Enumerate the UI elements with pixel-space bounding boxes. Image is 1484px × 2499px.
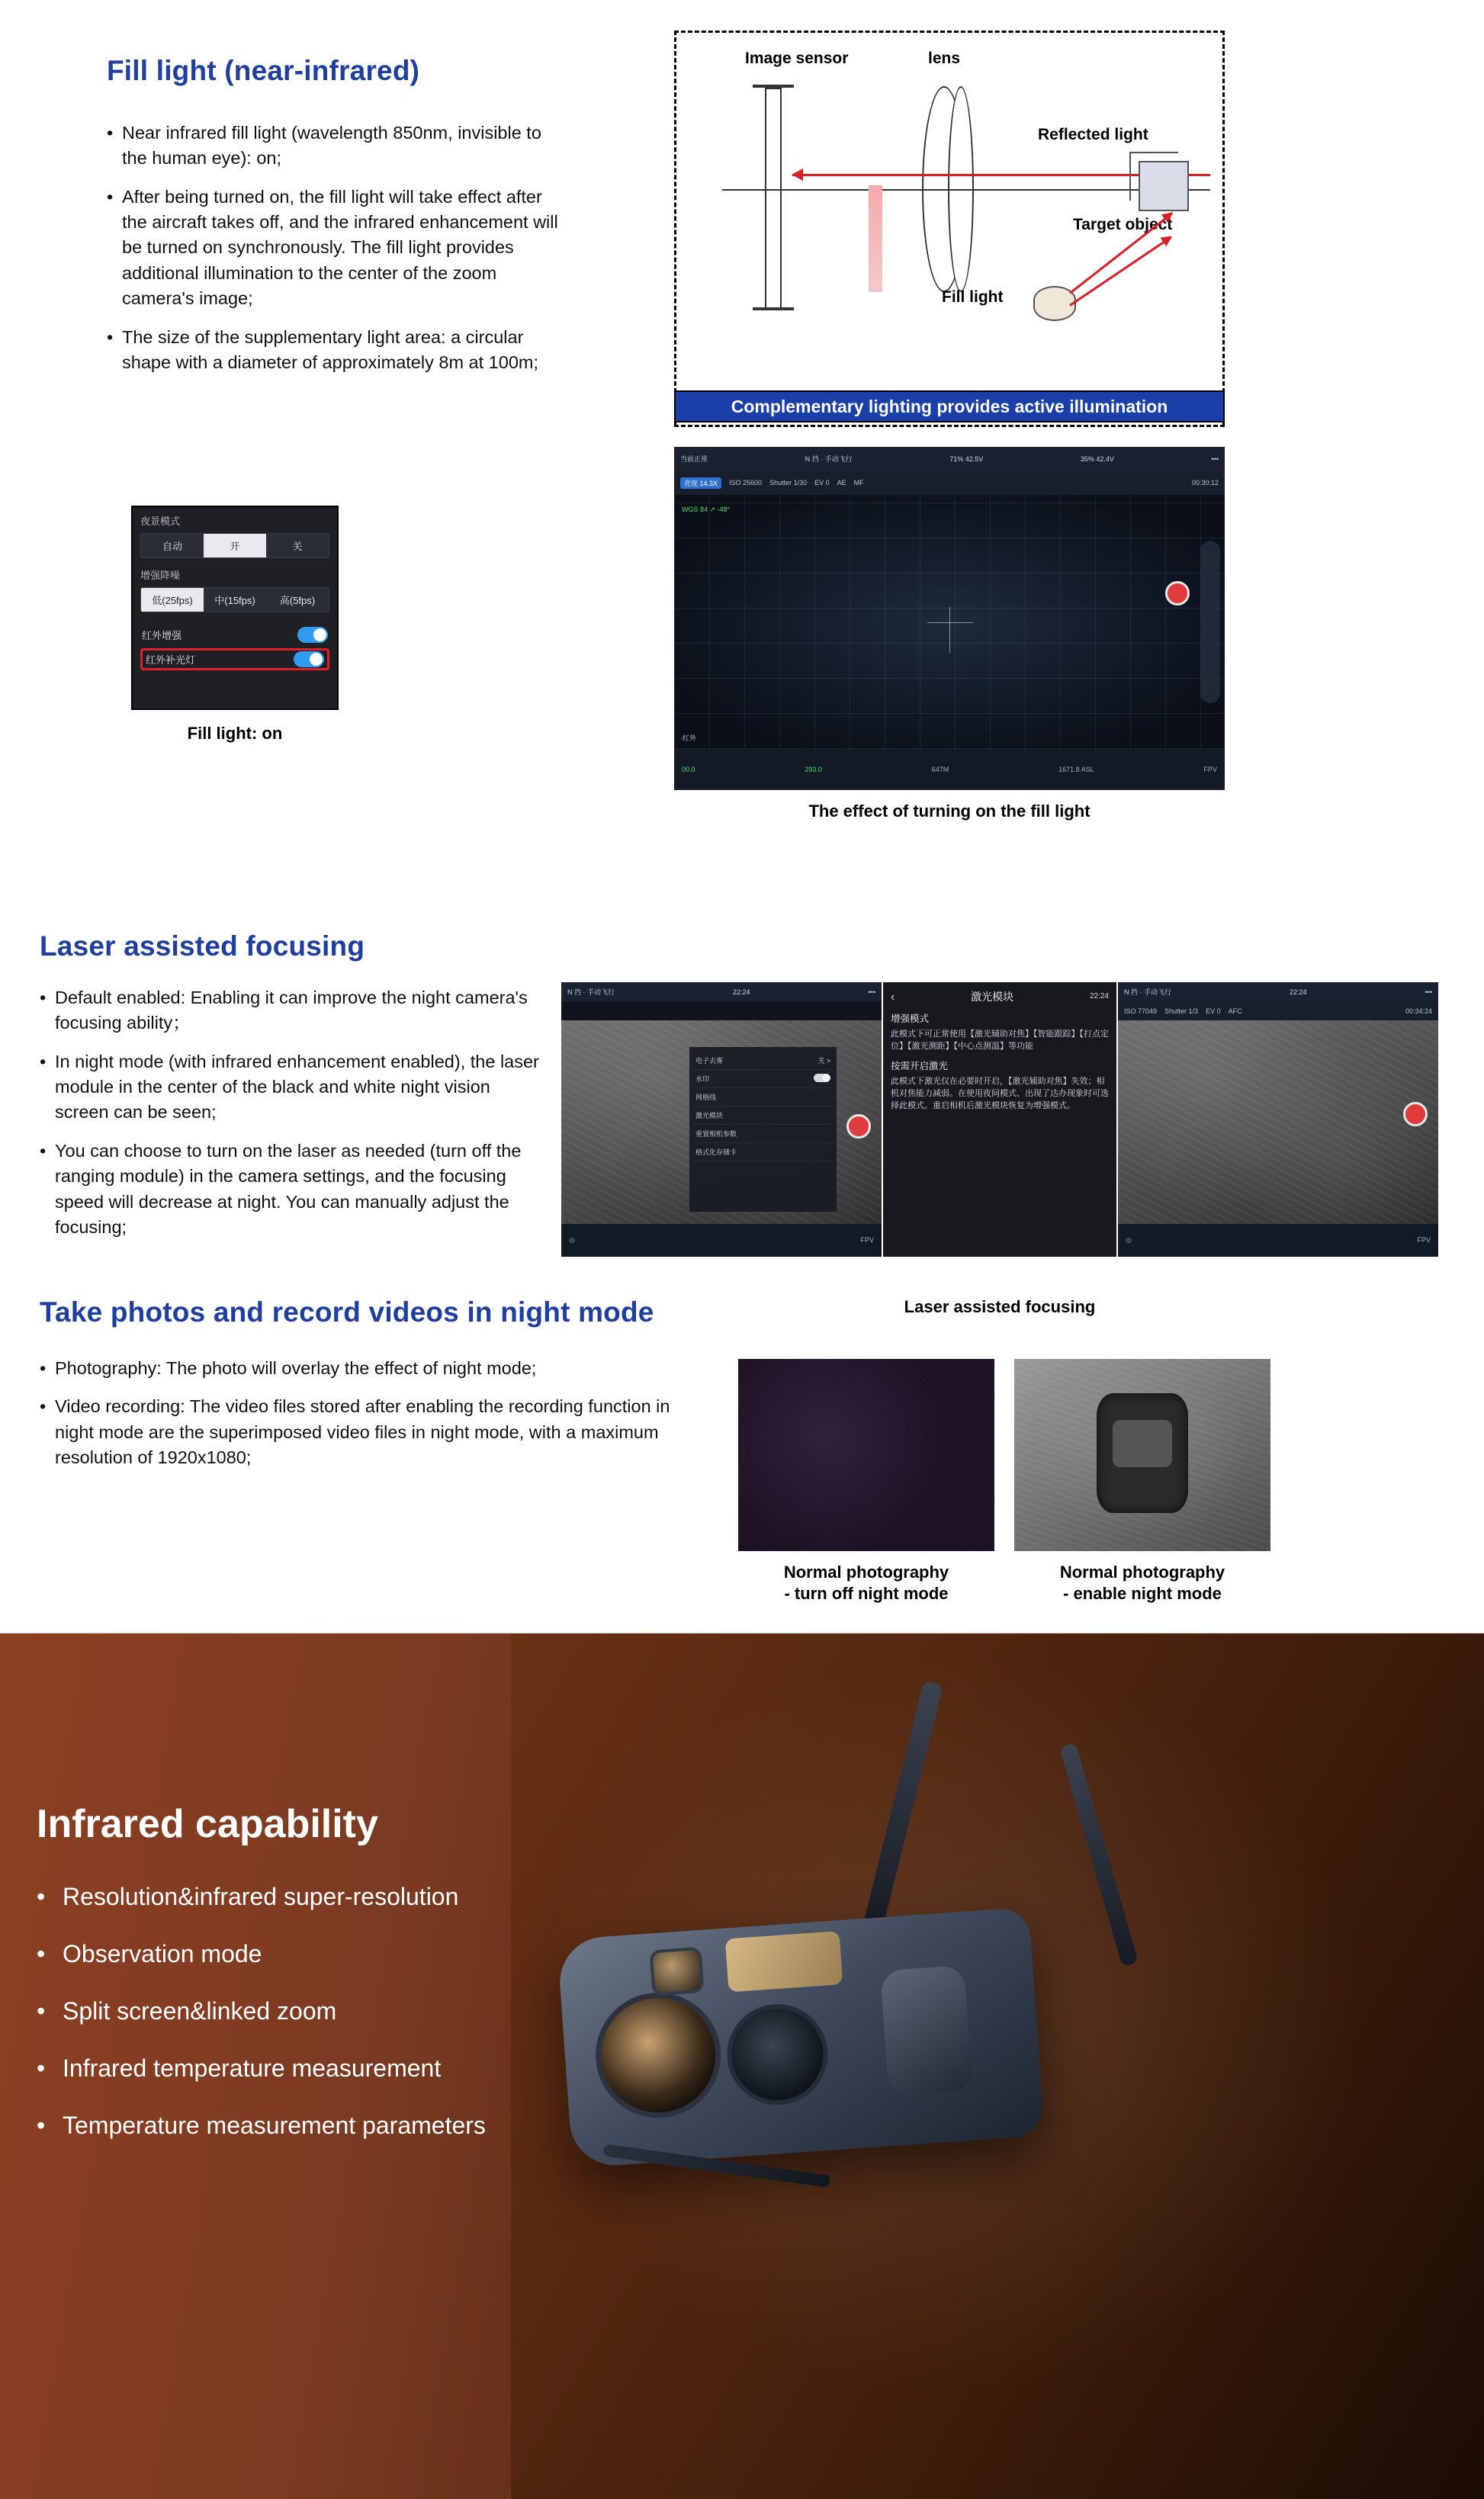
ir-fill-light-row[interactable] (140, 648, 329, 670)
hero-item-label: Observation mode (63, 1940, 262, 1968)
dialog-title: 激光模块 (971, 991, 1014, 1004)
shot-topbar-battery: 71% 42.5V (949, 455, 984, 463)
shot-topbar-menu-icon[interactable]: ••• (1425, 988, 1432, 996)
bullet-icon: • (40, 1396, 47, 1417)
hero-feature-list (37, 1882, 540, 2168)
bullet-icon: • (40, 1051, 47, 1071)
list-item: • The size of the supplementary light area: a circular shape with a diameter of approximately 8m at 100m; (107, 325, 564, 376)
dialog-text-ondemand: 此模式下激光仅在必要时开启，【激光辅助对焦】失效；相机对焦能力减弱。在使用夜间模式、出现了达办现象时可选择此模式。重启相机后激光模块恢复为增强模式。 (891, 1077, 1109, 1111)
menu-item-format-card[interactable]: 格式化存储卡 (694, 1143, 832, 1161)
mode-option-off[interactable]: 关 (266, 534, 329, 557)
flight-time: 00:34:24 (1405, 1007, 1432, 1015)
shot-topbar-menu-icon[interactable]: ••• (1211, 455, 1219, 463)
caption-line-2: - turn off night mode (784, 1583, 949, 1603)
crosshair-horizontal (927, 622, 973, 623)
hero-item-label: Temperature measurement parameters (63, 2112, 486, 2140)
shot-topbar-battery2: 35% 42.4V (1080, 455, 1114, 463)
bullet-icon: • (107, 186, 114, 207)
caption-line-1: Normal photography (783, 1563, 949, 1582)
list-item: • In night mode (with infrared enhancement enabled), the laser module in the center of the black and white night vision screen can be seen; (40, 1049, 543, 1126)
caption-laser-assisted-focusing: Laser assisted focusing (904, 1297, 1096, 1316)
shot-topbar-center: N 挡 · 手动飞行 (805, 455, 853, 464)
drone-arm-right (1059, 1743, 1139, 1967)
caption-photo-night-on (1014, 1562, 1270, 1604)
hero-item-label: Split screen&linked zoom (63, 1997, 337, 2025)
illumination-arrow-2 (1069, 236, 1171, 307)
laser-screenshot-left[interactable] (561, 982, 882, 1257)
ir-fill-light-label: 红外补光灯 (146, 654, 196, 666)
caption-fill-light-effect: The effect of turning on the fill light (808, 801, 1091, 821)
dialog-text-enhanced: 此模式下可正常使用【激光辅助对焦】【智能跟踪】【打点定位】【激光测距】【中心点测温】等功能 (891, 1029, 1109, 1052)
shot-time: 22:24 (733, 988, 750, 996)
list-item (37, 2111, 540, 2141)
exposure-chip[interactable]: 亮度 14.3X (680, 477, 721, 489)
crosshair-vertical (949, 607, 950, 653)
bullet-icon: • (107, 123, 114, 143)
camera-shutter[interactable]: Shutter 1/30 (769, 479, 808, 487)
record-button[interactable] (1403, 1102, 1428, 1126)
dialog-heading-enhanced: 增强模式 (891, 1013, 930, 1025)
target-object-shape (1139, 161, 1189, 211)
ir-enhance-toggle[interactable] (297, 627, 328, 643)
record-button[interactable] (1165, 581, 1190, 605)
enhance-option-low[interactable]: 低(25fps) (141, 588, 204, 612)
bullet-icon: • (37, 1997, 46, 2025)
laser-module-dialog[interactable] (883, 982, 1116, 1257)
ir-enhance-label: 红外增强 (142, 630, 182, 641)
fill-light-diagram (674, 31, 1225, 427)
back-icon[interactable]: ‹ (891, 991, 895, 1004)
hero-product-photo (511, 1633, 1484, 2499)
camera-ev[interactable]: EV 0 (814, 479, 830, 487)
section-title-fill-light: Fill light (near-infrared) (107, 55, 420, 86)
shot-hud-bottom (1118, 1224, 1438, 1257)
shot-time: 22:24 (1290, 988, 1307, 996)
enhance-option-high[interactable]: 高(5fps) (266, 588, 329, 612)
fpv-label[interactable]: FPV (1417, 1236, 1431, 1245)
diagram-label-target-object: Target object (1073, 216, 1173, 233)
list-item: • Video recording: The video files stored after enabling the recording function in night mode are the superimposed video files in night mode, with a maximum resolution of 1920x1080; (40, 1394, 711, 1470)
camera-settings-menu[interactable] (689, 1047, 837, 1212)
gimbal-knob-shape (880, 1965, 972, 2096)
shot-camera-bar (1118, 1001, 1438, 1020)
diagram-label-lens: lens (928, 50, 961, 67)
hud-tracking-label: WGS 84 ↗ -48° (682, 506, 731, 513)
mode-segmented-control[interactable] (140, 533, 329, 558)
hud-speed: 00.0 (682, 766, 695, 773)
list-item (37, 2054, 540, 2083)
menu-item-gridlines[interactable]: 网格线 (694, 1088, 832, 1107)
drone-gimbal-camera (557, 1907, 1044, 2169)
fill-light-effect-screenshot[interactable] (674, 447, 1225, 790)
enhance-label: 增强降噪 (140, 570, 181, 581)
list-item (37, 1939, 540, 1969)
list-item: • After being turned on, the fill light will take effect after the aircraft takes off, and the infrared enhancement will be turned on synchronously. The fill light provides additional illumination to the center of the zoom camera's image; (107, 185, 564, 312)
hero-item-label: Resolution&infrared super-resolution (63, 1883, 459, 1910)
wide-lens-icon (724, 2001, 831, 2109)
shot-topbar-left: 当前正常 (680, 455, 708, 464)
menu-item-reset-camera[interactable]: 重置相机参数 (694, 1125, 832, 1143)
mode-option-auto[interactable]: 自动 (141, 534, 204, 557)
bullet-icon: • (37, 1940, 46, 1968)
camera-ev[interactable]: EV 0 (1206, 1007, 1221, 1015)
shot-camera-bar (674, 471, 1225, 496)
list-item (37, 1882, 540, 1912)
caption-photo-night-off (738, 1562, 994, 1604)
bullet-icon: • (37, 2112, 46, 2140)
hero-title: Infrared capability (37, 1802, 378, 1846)
diagram-label-reflected-light: Reflected light (1038, 126, 1148, 143)
fill-light-beam (869, 185, 882, 292)
shot-topbar (1118, 982, 1438, 1001)
camera-mf[interactable]: MF (853, 479, 864, 487)
dialog-heading-ondemand: 按需开启激光 (891, 1061, 949, 1072)
camera-iso[interactable]: ISO 77049 (1124, 1007, 1158, 1015)
caption-line-1: Normal photography (1059, 1563, 1225, 1582)
left-tag-infrared[interactable]: ·红外 (680, 734, 696, 742)
laser-rangefinder-icon (650, 1947, 705, 1996)
fpv-label[interactable]: FPV (1203, 766, 1217, 773)
caption-fill-light-on: Fill light: on (187, 724, 283, 743)
hud-altitude: 1671.8 ASL (1058, 766, 1094, 773)
image-sensor-shape (765, 88, 782, 309)
bullet-icon: • (40, 1140, 47, 1161)
bullet-icon: • (40, 1358, 47, 1378)
zoom-lens-icon (592, 1989, 725, 2122)
hud-compass-icon: ◎ (569, 1235, 575, 1244)
watermark-toggle[interactable] (814, 1074, 830, 1082)
menu-item-dehaze[interactable]: 电子去雾 关 > (694, 1052, 832, 1070)
bullet-icon: • (107, 326, 114, 347)
hud-distance: 647M (931, 766, 949, 773)
photo-night-mode-off (738, 1359, 994, 1551)
section-title-night-mode: Take photos and record videos in night mode (40, 1296, 654, 1328)
list-item: • Near infrared fill light (wavelength 850nm, invisible to the human eye): on; (107, 120, 564, 172)
menu-item-laser-module[interactable]: 激光模块 (694, 1107, 832, 1125)
hud-heading: 293.0 (805, 766, 822, 773)
shot-hud-bottom (561, 1224, 882, 1257)
night-vision-viewport[interactable] (561, 1020, 882, 1223)
night-mode-bullets (40, 1356, 711, 1483)
hero-item-label: Infrared temperature measurement (63, 2054, 442, 2083)
diagram-label-image-sensor: Image sensor (745, 50, 849, 67)
section-title-laser: Laser assisted focusing (40, 930, 365, 962)
dialog-time: 22:24 (1089, 992, 1109, 1001)
ir-fill-light-toggle[interactable] (294, 651, 324, 667)
image-sensor-cap-bottom (753, 307, 794, 310)
car-roof-shape (1113, 1420, 1171, 1467)
list-item: • You can choose to turn on the laser as needed (turn off the ranging module) in the camera settings, and the focusing speed will decrease at night. You can manually adjust the focusing; (40, 1139, 543, 1240)
shot-topbar-center: N 挡 · 手动飞行 (567, 988, 615, 997)
bullet-icon: • (40, 988, 47, 1007)
bullet-icon: • (37, 2054, 46, 2083)
fpv-label[interactable]: FPV (860, 1236, 874, 1245)
camera-shutter[interactable]: Shutter 1/3 (1164, 1007, 1199, 1015)
list-item: • Default enabled: Enabling it can improve the night camera's focusing ability； (40, 985, 543, 1036)
enhance-option-mid[interactable]: 中(15fps) (204, 588, 266, 612)
bullet-icon: • (37, 1883, 46, 1910)
night-vision-viewport[interactable] (1118, 1020, 1438, 1223)
mode-option-on[interactable]: 开 (204, 534, 266, 557)
image-sensor-cap-top (753, 85, 794, 88)
caption-line-2: - enable night mode (1063, 1583, 1222, 1603)
shot-hud-bottom (674, 749, 1225, 790)
flight-time: 00:30:12 (1191, 479, 1219, 487)
menu-item-watermark[interactable]: 水印 (694, 1070, 832, 1088)
list-item (37, 1996, 540, 2026)
shot-topbar-menu-icon[interactable]: ••• (868, 988, 875, 996)
car-subject-shape (1097, 1393, 1189, 1512)
hud-compass-icon: ◎ (1126, 1235, 1132, 1244)
enhance-segmented-control[interactable] (140, 587, 329, 612)
settings-title: 夜景模式 (140, 516, 181, 527)
laser-screenshot-right[interactable] (1118, 982, 1438, 1257)
camera-afc[interactable]: AFC (1228, 1007, 1242, 1015)
shot-viewport[interactable] (674, 495, 1225, 749)
camera-iso[interactable]: ISO 25600 (729, 479, 763, 487)
night-mode-settings-panel[interactable] (131, 506, 339, 710)
ir-enhance-row[interactable] (140, 622, 329, 648)
gold-panel-shape (725, 1931, 843, 1992)
diagram-banner: Complementary lighting provides active illumination (674, 390, 1225, 422)
shot-topbar-center: N 挡 · 手动飞行 (1124, 988, 1171, 997)
camera-side-rail[interactable] (1200, 541, 1220, 703)
drone-arm-left (861, 1681, 943, 1937)
fill-light-bullets (107, 120, 564, 388)
shot-topbar (561, 982, 882, 1001)
laser-bullets (40, 985, 543, 1253)
record-button[interactable] (846, 1114, 871, 1139)
diagram-label-fill-light: Fill light (942, 288, 1004, 306)
shot-topbar (674, 447, 1225, 471)
camera-ae[interactable]: AE (837, 479, 846, 487)
photo-night-mode-on (1014, 1359, 1270, 1551)
list-item: • Photography: The photo will overlay the effect of night mode; (40, 1356, 711, 1381)
